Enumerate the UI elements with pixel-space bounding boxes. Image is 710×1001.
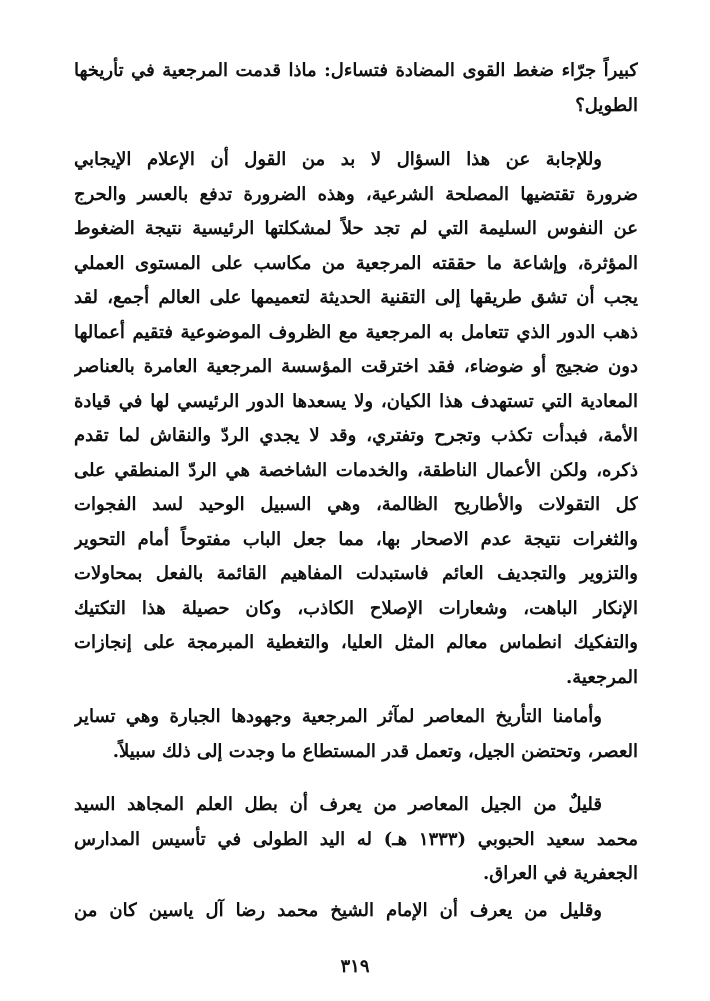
text-line: محمد سعيد الحبوبي (١٣٣٣ هـ) له اليد الطولى في تأسيس المدارس — [74, 828, 638, 850]
paragraph-3 — [74, 700, 638, 769]
text-line: والتزوير والتجديف العائم فاستبدلت المفاهيم القائمة بالفعل بمحاولات — [74, 563, 638, 584]
text-line: يجب أن تشق طريقها إلى التقنية الحديثة لتعميمها على العالم أجمع، لقد — [74, 287, 638, 308]
text-line: وقليل من يعرف أن الإمام الشيخ محمد رضا آل ياسين كان من — [74, 900, 602, 921]
text-line: دون ضجيج أو ضوضاء، فقد اخترقت المؤسسة المرجعية العامرة بالعناصر — [74, 356, 638, 377]
paragraph-5 — [74, 894, 638, 929]
page-number: ٣١٩ — [340, 956, 370, 977]
text-line: العصر، وتحتضن الجيل، وتعمل قدر المستطاع ما وجدت إلى ذلك سبيلاً. — [112, 740, 638, 762]
paragraph-1 — [74, 54, 638, 123]
text-line: الجعفرية في العراق. — [483, 863, 638, 884]
text-line: وللإجابة عن هذا السؤال لا بد من القول أن الإعلام الإيجابي — [74, 149, 602, 170]
text-line: المؤثرة، وإشاعة ما حققته المرجعية من مكاسب على المستوى العملي — [74, 252, 638, 274]
text-line: كبيراً جرّاء ضغط القوى المضادة فتساءل: ماذا قدمت المرجعية في تأريخها — [74, 60, 638, 81]
text-line: وأمامنا التأريخ المعاصر لمآثر المرجعية وجهودها الجبارة وهي تساير — [74, 706, 602, 727]
text-line: قليلٌ من الجيل المعاصر من يعرف أن بطل العلم المجاهد السيد — [74, 794, 602, 815]
text-line: ضرورة تقتضيها المصلحة الشرعية، وهذه الضرورة تدفع بالعسر والحرج — [74, 183, 638, 205]
text-line: المرجعية. — [566, 666, 638, 688]
text-line: والتفكيك انطماس معالم المثل العليا، والتغطية المبرمجة على إنجازات — [74, 632, 638, 653]
text-line: كل التقولات والأطاريح الظالمة، وهي السبيل الوحيد لسد الفجوات — [74, 494, 638, 515]
paragraph-4 — [74, 788, 638, 892]
text-line: المعادية التي تستهدف هذا الكيان، ولا يسعدها الدور الرئيسي لها في قيادة — [74, 390, 638, 412]
text-line: الإنكار الباهت، وشعارات الإصلاح الكاذب، وكان حصيلة هذا التكتيك — [74, 597, 638, 619]
text-line: ذكره، ولكن الأعمال الناطقة، والخدمات الشاخصة هي الردّ المنطقي على — [74, 459, 638, 481]
paragraph-2 — [74, 143, 638, 695]
text-line: الطويل؟ — [575, 94, 638, 116]
text-line: ذهب الدور الذي تتعامل به المرجعية مع الظروف الموضوعية فتقيم أعمالها — [74, 321, 638, 343]
text-line: الأمة، فبدأت تكذب وتجرح وتفتري، وقد لا يجدي الردّ والنقاش لما تقدم — [74, 425, 638, 446]
text-line: عن النفوس السليمة التي لم تجد حلاً لمشكلتها الرئيسية نتيجة الضغوط — [74, 218, 638, 239]
text-line: والثغرات نتيجة عدم الاصحار بها، مما جعل الباب مفتوحاً أمام التحوير — [74, 528, 638, 550]
